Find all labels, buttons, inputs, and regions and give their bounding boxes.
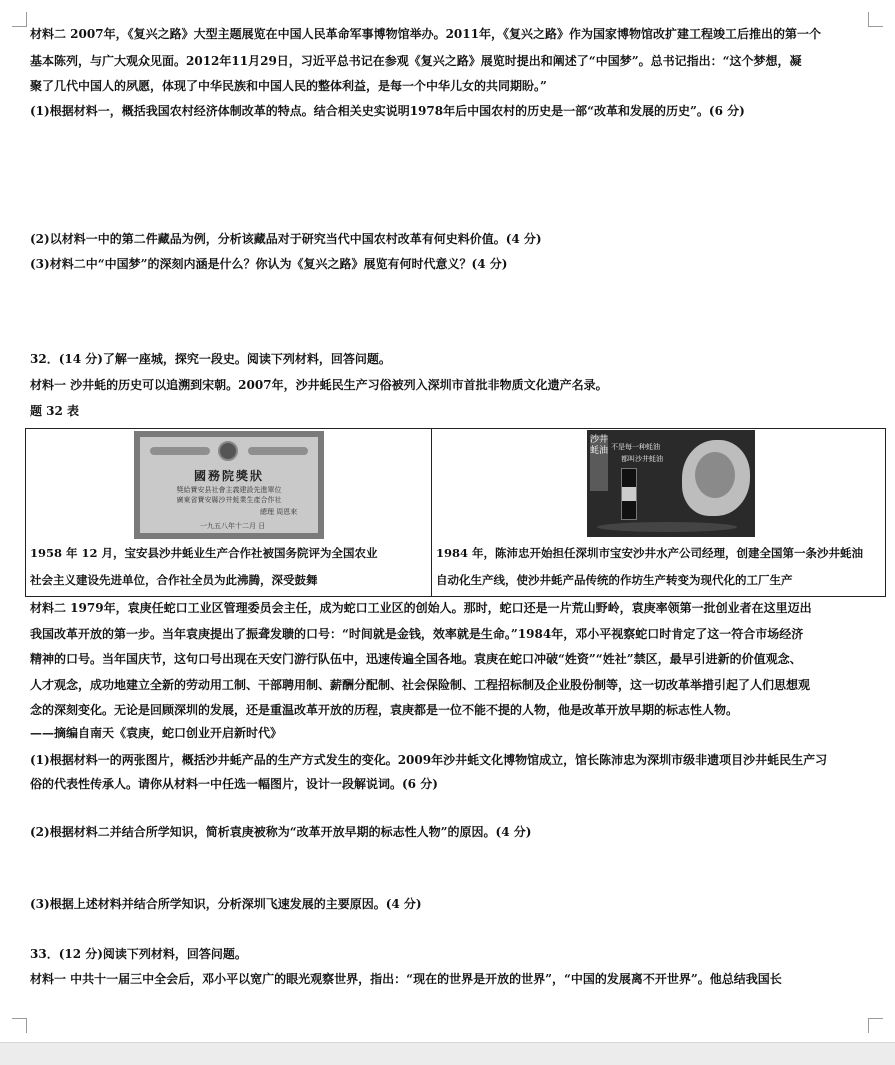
question-32-3: (3)根据上述材料并结合所学知识，分析深圳飞速发展的主要原因。(4 分) bbox=[30, 897, 422, 911]
page-corner-mark bbox=[868, 1018, 883, 1033]
national-emblem-icon bbox=[218, 441, 238, 461]
left-caption-line: 社会主义建设先进单位，合作社全员为此沸腾，深受鼓舞 bbox=[30, 573, 318, 587]
ad-slogan: 不是每一种蚝油 bbox=[611, 443, 660, 451]
ad-slogan: 都叫沙井蚝油 bbox=[621, 455, 663, 463]
question-31-1: (1)根据材料一，概括我国农村经济体制改革的特点。结合相关史实说明1978年后中国农村的历史是一部“改革和发展的历史”。(6 分) bbox=[30, 104, 745, 118]
oyster-pile-icon bbox=[695, 452, 735, 498]
material-2-line: 人才观念，成功地建立全新的劳动用工制、干部聘用制、薪酬分配制、社会保险制、工程招标制及企业股份制等，这一切改革举措引起了人们思想观 bbox=[30, 678, 811, 692]
certificate-text: 獎給寶安县社會主義建設先進單位 bbox=[176, 486, 282, 494]
question-32-1: (1)根据材料一的两张图片，概括沙井蚝产品的生产方式发生的变化。2009年沙井蚝文化博物馆成立，馆长陈沛忠为深圳市级非遗项目沙井蚝民生产习 bbox=[30, 753, 828, 767]
question-31-3: (3)材料二中“中国梦”的深刻内涵是什么？你认为《复兴之路》展览有何时代意义？(4 分) bbox=[30, 257, 508, 271]
material-1-line: 材料一 沙井蚝的历史可以追溯到宋朝。2007年，沙井蚝民生产习俗被列入深圳市首批非物质文化遗产名录。 bbox=[30, 378, 608, 392]
material-2-line: 材料二 1979年，袁庚任蛇口工业区管理委员会主任，成为蛇口工业区的创始人。那时，蛇口还是一片荒山野岭，袁庚率领第一批创业者在这里迈出 bbox=[30, 601, 812, 615]
brand-label: 沙井蚝油 bbox=[590, 435, 608, 491]
oyster-sauce-ad-image bbox=[587, 430, 755, 537]
certificate-text: 廣東省寶安縣沙井蚝業生產合作社 bbox=[176, 496, 282, 504]
certificate-date: 一九五八年十二月 日 bbox=[200, 522, 266, 530]
table-label: 题 32 表 bbox=[30, 404, 80, 418]
material-2-line: 材料二 2007年，《复兴之路》大型主题展览在中国人民革命军事博物馆举办。2011年，《复兴之路》作为国家博物馆改扩建工程竣工后推出的第一个 bbox=[30, 27, 821, 41]
question-32-2: (2)根据材料二并结合所学知识，简析袁庚被称为“改革开放早期的标志性人物”的原因。(4 分) bbox=[30, 825, 532, 839]
certificate-ornament bbox=[150, 447, 210, 455]
material-2-line: 精神的口号。当年国庆节，这句口号出现在天安门游行队伍中，迅速传遍全国各地。袁庚在蛇口冲破“姓资”“姓社”禁区，最早引进新的价值观念、 bbox=[30, 652, 802, 666]
certificate-title: 國務院獎狀 bbox=[193, 469, 264, 483]
material-2-line: 我国改革开放的第一步。当年袁庚提出了振聋发聩的口号：“时间就是金钱，效率就是生命。”1984年，邓小平视察蛇口时肯定了这一符合市场经济 bbox=[30, 627, 804, 641]
right-caption-line: 1984 年，陈沛忠开始担任深圳市宝安沙井水产公司经理，创建全国第一条沙井蚝油 bbox=[436, 546, 864, 560]
certificate-signer: 總理 周恩來 bbox=[260, 508, 298, 516]
page-corner-mark bbox=[12, 12, 27, 27]
material-2-line: 基本陈列，与广大观众见面。2012年11月29日，习近平总书记在参观《复兴之路》展览时提出和阐述了“中国梦”。总书记指出：“这个梦想，凝 bbox=[30, 54, 802, 68]
material-2-line: 聚了几代中国人的夙愿，体现了中华民族和中国人民的整体利益，是每一个中华儿女的共同期盼。” bbox=[30, 79, 547, 93]
page-corner-mark bbox=[868, 12, 883, 27]
oyster-sauce-bottle-icon bbox=[621, 468, 637, 520]
page-corner-mark bbox=[12, 1018, 27, 1033]
question-33-heading: 33．(12 分)阅读下列材料，回答问题。 bbox=[30, 947, 247, 961]
question-31-2: (2)以材料一中的第二件藏品为例，分析该藏品对于研究当代中国农村改革有何史料价值。(4 分) bbox=[30, 232, 542, 246]
question-32-1: 俗的代表性传承人。请你从材料一中任选一幅图片，设计一段解说词。(6 分) bbox=[30, 777, 438, 791]
table-right-cell bbox=[432, 429, 885, 596]
material-source: ——摘编自南天《袁庚，蛇口创业开启新时代》 bbox=[30, 726, 283, 740]
right-caption-line: 自动化生产线，使沙井蚝产品传统的作坊生产转变为现代化的工厂生产 bbox=[436, 573, 793, 587]
table-32 bbox=[25, 428, 886, 597]
certificate-ornament bbox=[248, 447, 308, 455]
display-shadow bbox=[597, 522, 737, 532]
state-council-certificate-image bbox=[134, 431, 324, 539]
left-caption-line: 1958 年 12 月，宝安县沙井蚝业生产合作社被国务院评为全国农业 bbox=[30, 546, 378, 560]
question-32-heading: 32．(14 分)了解一座城，探究一段史。阅读下列材料，回答问题。 bbox=[30, 352, 391, 366]
material-1-line: 材料一 中共十一届三中全会后，邓小平以宽广的眼光观察世界，指出：“现在的世界是开放的世界”，“中国的发展离不开世界”。他总结我国长 bbox=[30, 972, 782, 986]
viewer-bottom-strip bbox=[0, 1042, 895, 1065]
material-2-line: 念的深刻变化。无论是回顾深圳的发展，还是重温改革开放的历程，袁庚都是一位不能不提的人物，他是改革开放早期的标志性人物。 bbox=[30, 703, 739, 717]
